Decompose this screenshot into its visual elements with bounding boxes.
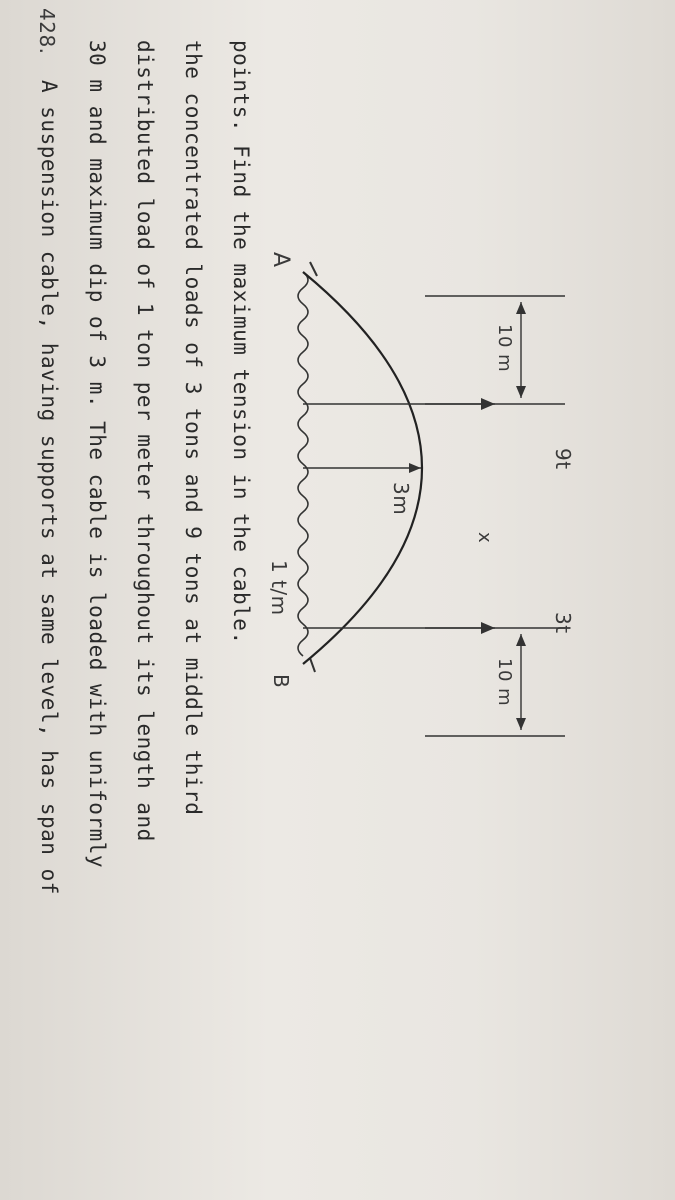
problem-line-5: points. Find the maximum tension in the cable. — [229, 40, 253, 645]
support-left-hatch — [310, 262, 317, 276]
midpoint-mark: x — [474, 532, 495, 544]
span-right-label: 10 m — [494, 658, 515, 707]
problem-line-4: the concentrated loads of 3 tons and 9 tons at middle third — [181, 40, 205, 816]
dim-arrow-left-b — [516, 386, 526, 398]
udl-wavy-line — [298, 272, 308, 656]
span-left-label: 10 m — [494, 324, 515, 373]
problem-line-3: distributed load of 1 ton per meter throughout its length and — [133, 40, 157, 842]
udl-label: 1 t/m — [267, 560, 291, 616]
support-a-label: A — [268, 252, 293, 268]
problem-line-2: 30 m and maximum dip of 3 m. The cable is loaded with uniformly — [85, 40, 109, 869]
load-left-label: 9t — [551, 448, 575, 470]
load-right-label: 3t — [551, 612, 575, 634]
dim-arrow-left-a — [516, 302, 526, 314]
support-b-label: B — [269, 674, 293, 689]
dip-arrow-head — [409, 463, 421, 473]
problem-number: 428. — [35, 8, 59, 55]
support-right-hatch — [310, 658, 315, 672]
dip-label: 3m — [389, 482, 413, 516]
dim-arrow-right-b — [516, 718, 526, 730]
dim-arrow-right-a — [516, 634, 526, 646]
problem-line-1: A suspension cable, having supports at same level, has span of — [37, 80, 61, 895]
